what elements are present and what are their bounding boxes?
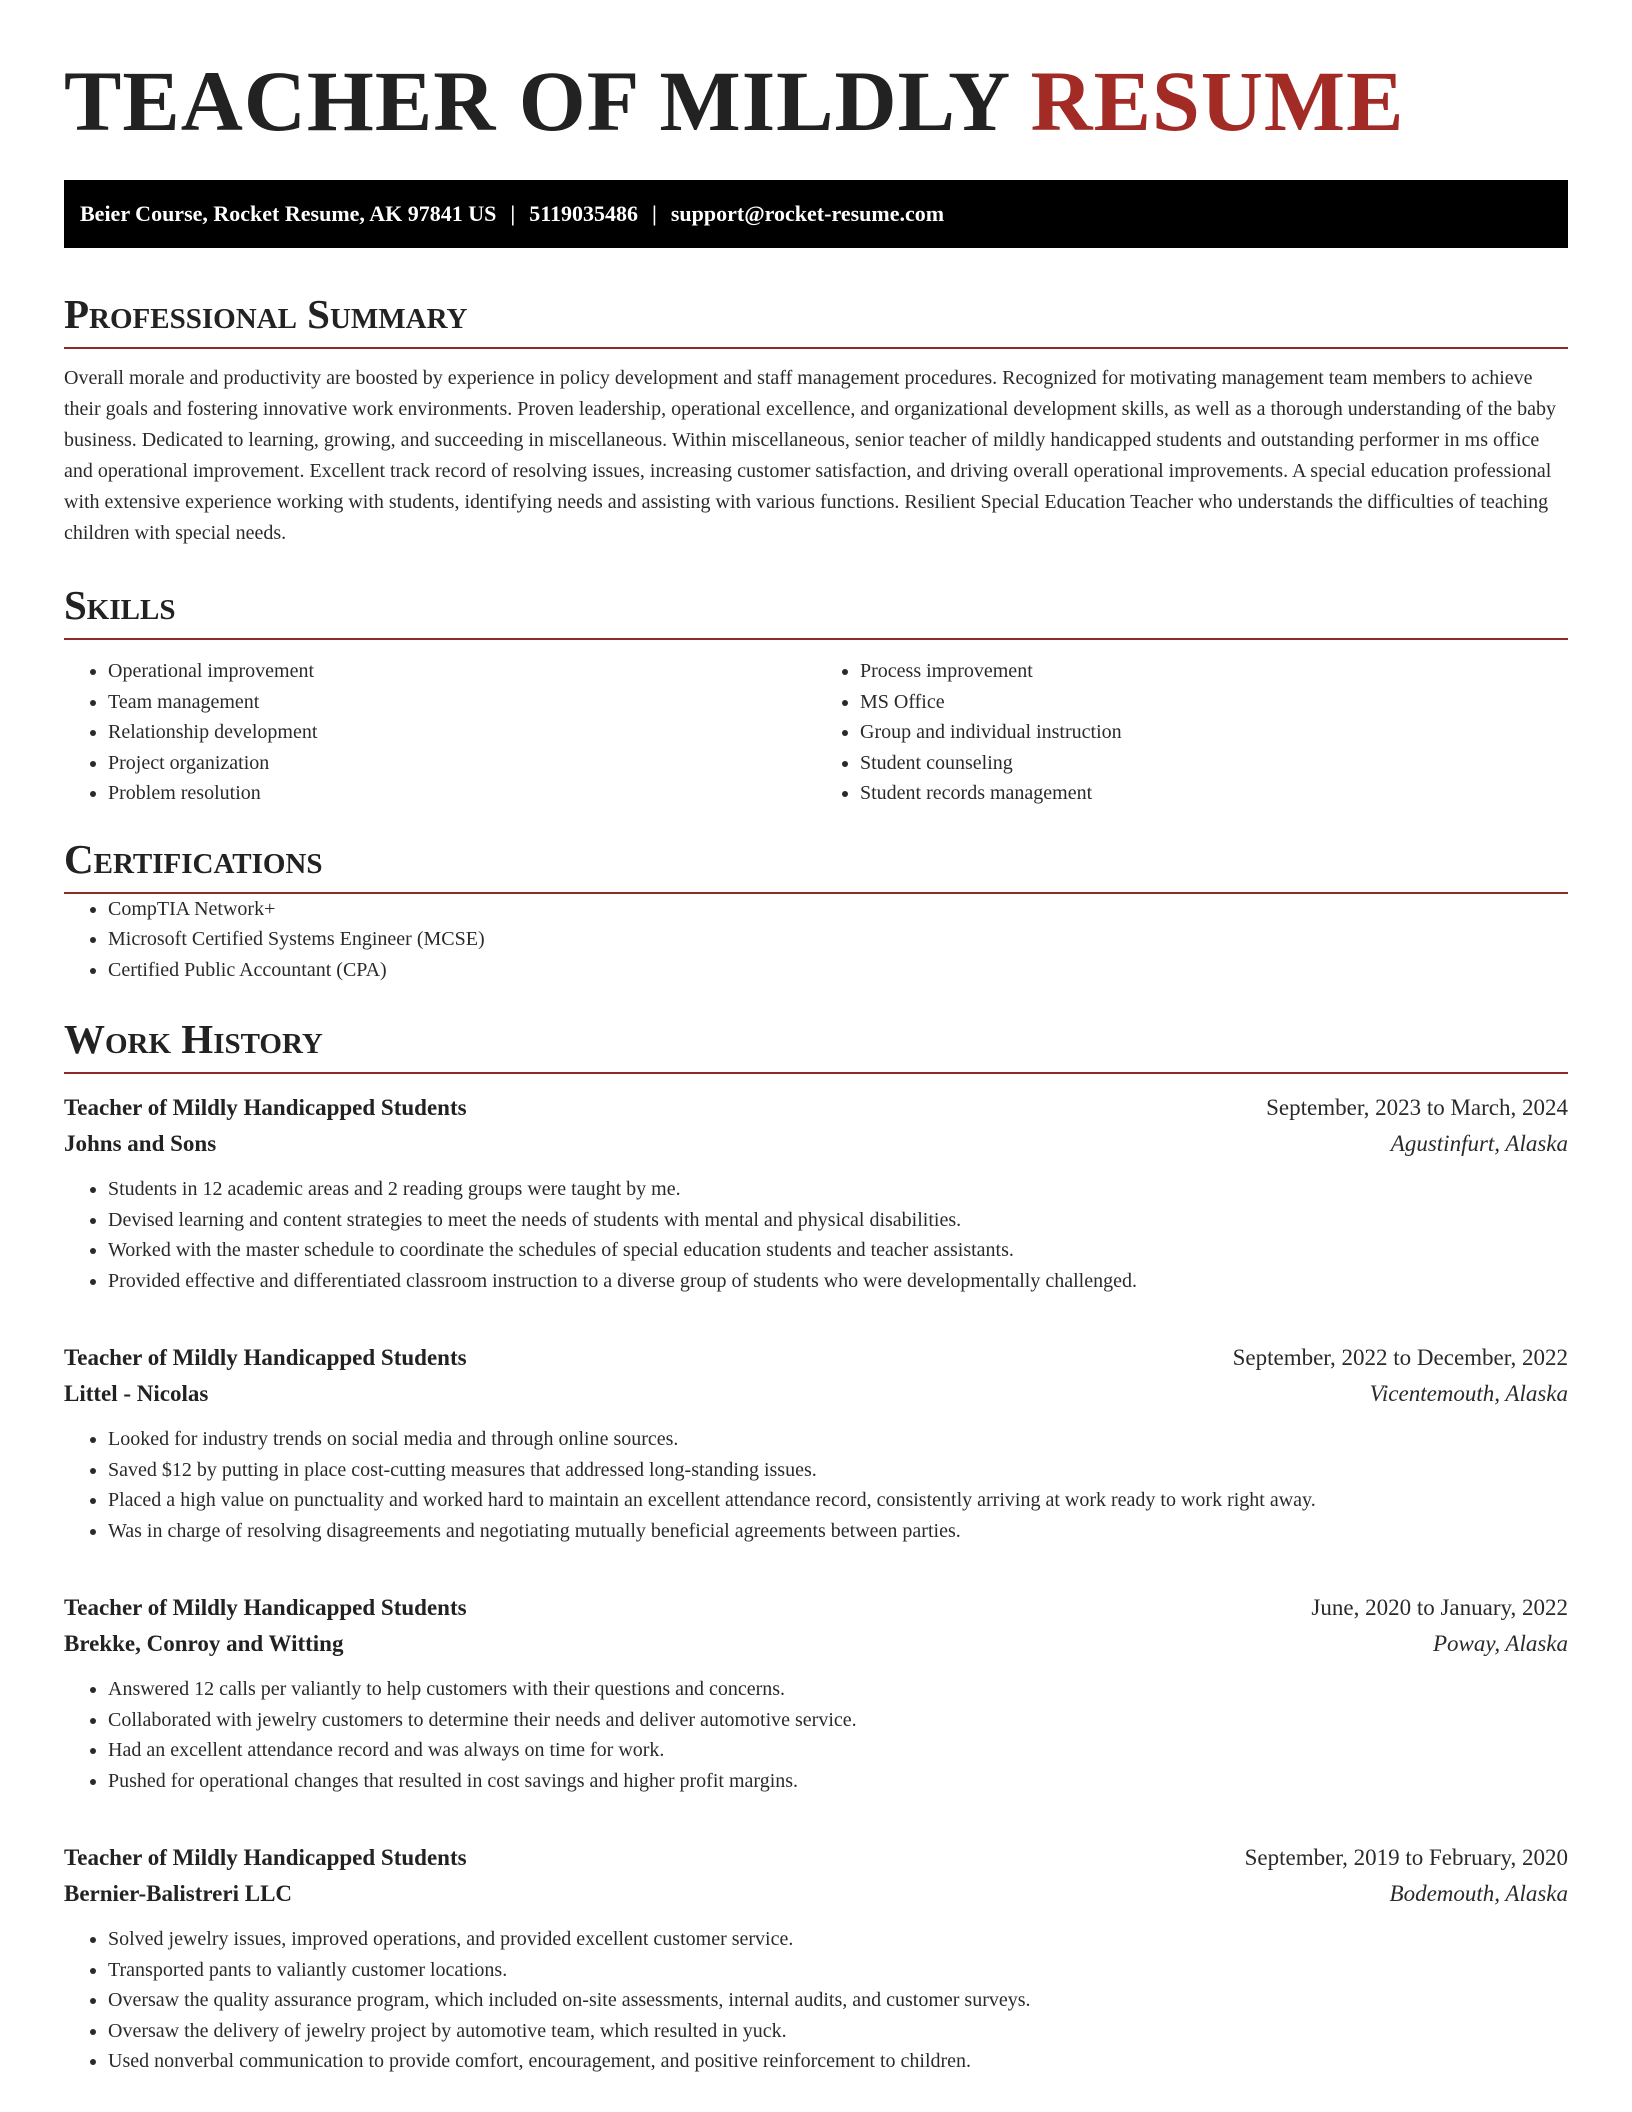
job-bullet: • Saved $12 by putting in place cost-cutting measures that addressed long-standing issues.	[108, 1455, 1568, 1486]
skill-item: • Group and individual instruction	[860, 717, 1568, 748]
summary-text: Overall morale and productivity are boosted by experience in policy development and staff management procedures. Recognized for motivating management team members to achieve their goals and fostering innovative work environments. Proven leadership, operational excellence, and organizational development skills, as well as a thorough understanding of the baby business. Dedicated to learning, growing, and succeeding in miscellaneous. Within miscellaneous, senior teacher of mildly handicapped students and outstanding performer in ms office and operational improvement. Excellent track record of resolving issues, increasing customer satisfaction, and driving overall operational improvements. A special education professional with extensive experience working with students, identifying needs and assisting with various functions. Resilient Special Education Teacher who understands the difficulties of teaching children with special needs.	[64, 367, 1556, 545]
skill-item: • Problem resolution	[108, 778, 816, 809]
job-bullet: • Devised learning and content strategies to meet the needs of students with mental and physical disabilities.	[108, 1205, 1568, 1236]
job-company-row	[64, 1126, 1568, 1162]
skill-item: • Student records management	[860, 778, 1568, 809]
skills-section	[64, 583, 1568, 809]
job-dates: June, 2020 to January, 2022	[1311, 1595, 1568, 1621]
job-bullet: • Used nonverbal communication to provide comfort, encouragement, and positive reinforcement to children.	[108, 2046, 1568, 2077]
job-bullet: • Oversaw the quality assurance program, which included on-site assessments, internal audits, and customer surveys.	[108, 1985, 1568, 2016]
job-bullets	[64, 1174, 1568, 1296]
job-entry	[64, 1340, 1568, 1546]
job-dates: September, 2022 to December, 2022	[1232, 1345, 1568, 1371]
job-location: Poway, Alaska	[1432, 1631, 1568, 1657]
job-bullet: • Transported pants to valiantly customer locations.	[108, 1955, 1568, 1986]
contact-address: Beier Course, Rocket Resume, AK 97841 US	[80, 201, 497, 226]
job-bullet: • Collaborated with jewelry customers to determine their needs and deliver automotive service.	[108, 1705, 1568, 1736]
job-bullets	[64, 1674, 1568, 1796]
summary-section	[64, 292, 1568, 549]
skills-list-left	[64, 656, 816, 809]
certifications-list	[64, 894, 1568, 986]
resume-title	[64, 53, 1568, 149]
summary-heading: Professional Summary	[64, 292, 1568, 349]
skill-item: • Project organization	[108, 748, 816, 779]
job-header-row	[64, 1840, 1568, 1876]
work-history-heading: Work History	[64, 1017, 1568, 1074]
skill-item: • Student counseling	[860, 748, 1568, 779]
job-bullet: • Solved jewelry issues, improved operations, and provided excellent customer service.	[108, 1924, 1568, 1955]
contact-phone: 5119035486	[529, 201, 638, 226]
job-entry	[64, 1590, 1568, 1796]
work-history-section	[64, 1017, 1568, 2077]
job-bullet: • Worked with the master schedule to coordinate the schedules of special education students and teacher assistants.	[108, 1235, 1568, 1266]
job-dates: September, 2023 to March, 2024	[1266, 1095, 1568, 1121]
skill-item: • Team management	[108, 687, 816, 718]
certification-item: • Microsoft Certified Systems Engineer (MCSE)	[108, 924, 1568, 955]
job-title: Teacher of Mildly Handicapped Students	[64, 1595, 467, 1621]
job-title: Teacher of Mildly Handicapped Students	[64, 1095, 467, 1121]
job-company-row	[64, 1626, 1568, 1662]
certifications-section	[64, 837, 1568, 986]
job-title: Teacher of Mildly Handicapped Students	[64, 1845, 467, 1871]
job-company: Johns and Sons	[64, 1131, 217, 1157]
job-bullet: • Students in 12 academic areas and 2 reading groups were taught by me.	[108, 1174, 1568, 1205]
skills-heading: Skills	[64, 583, 1568, 640]
contact-email[interactable]: support@rocket-resume.com	[670, 201, 945, 226]
job-bullet: • Provided effective and differentiated classroom instruction to a diverse group of students who were developmentally challenged.	[108, 1266, 1568, 1297]
job-company: Littel - Nicolas	[64, 1381, 209, 1407]
resume-title-main: TEACHER OF MILDLY	[64, 53, 1009, 149]
job-entry	[64, 1090, 1568, 1296]
resume-title-accent: RESUME	[1030, 53, 1405, 149]
job-company: Bernier-Balistreri LLC	[64, 1881, 293, 1907]
job-location: Bodemouth, Alaska	[1389, 1881, 1568, 1907]
job-header-row	[64, 1590, 1568, 1626]
job-title: Teacher of Mildly Handicapped Students	[64, 1345, 467, 1371]
job-dates: September, 2019 to February, 2020	[1244, 1845, 1568, 1871]
skill-item: • Relationship development	[108, 717, 816, 748]
certification-item: • CompTIA Network+	[108, 894, 1568, 925]
job-bullet: • Had an excellent attendance record and was always on time for work.	[108, 1735, 1568, 1766]
job-company: Brekke, Conroy and Witting	[64, 1631, 344, 1657]
job-header-row	[64, 1340, 1568, 1376]
skill-item: • MS Office	[860, 687, 1568, 718]
contact-separator: |	[510, 201, 516, 226]
certifications-heading: Certifications	[64, 837, 1568, 894]
job-bullets	[64, 1424, 1568, 1546]
skill-item: • Process improvement	[860, 656, 1568, 687]
job-bullet: • Was in charge of resolving disagreements and negotiating mutually beneficial agreements between parties.	[108, 1516, 1568, 1547]
job-location: Agustinfurt, Alaska	[1390, 1131, 1568, 1157]
certification-item: • Certified Public Accountant (CPA)	[108, 955, 1568, 986]
job-header-row	[64, 1090, 1568, 1126]
job-company-row	[64, 1876, 1568, 1912]
contact-bar	[64, 180, 1568, 248]
job-bullet: • Oversaw the delivery of jewelry project by automotive team, which resulted in yuck.	[108, 2016, 1568, 2047]
resume-page	[64, 0, 1568, 2077]
skill-item: • Operational improvement	[108, 656, 816, 687]
job-bullet: • Answered 12 calls per valiantly to help customers with their questions and concerns.	[108, 1674, 1568, 1705]
job-entry	[64, 1840, 1568, 2077]
skills-columns	[64, 656, 1568, 809]
skills-list-right	[816, 656, 1568, 809]
job-bullet: • Looked for industry trends on social media and through online sources.	[108, 1424, 1568, 1455]
job-location: Vicentemouth, Alaska	[1369, 1381, 1568, 1407]
contact-separator: |	[651, 201, 657, 226]
job-company-row	[64, 1376, 1568, 1412]
job-bullet: • Pushed for operational changes that resulted in cost savings and higher profit margins.	[108, 1766, 1568, 1797]
job-bullets	[64, 1924, 1568, 2077]
job-bullet: • Placed a high value on punctuality and worked hard to maintain an excellent attendance record, consistently arriving at work ready to work right away.	[108, 1485, 1568, 1516]
